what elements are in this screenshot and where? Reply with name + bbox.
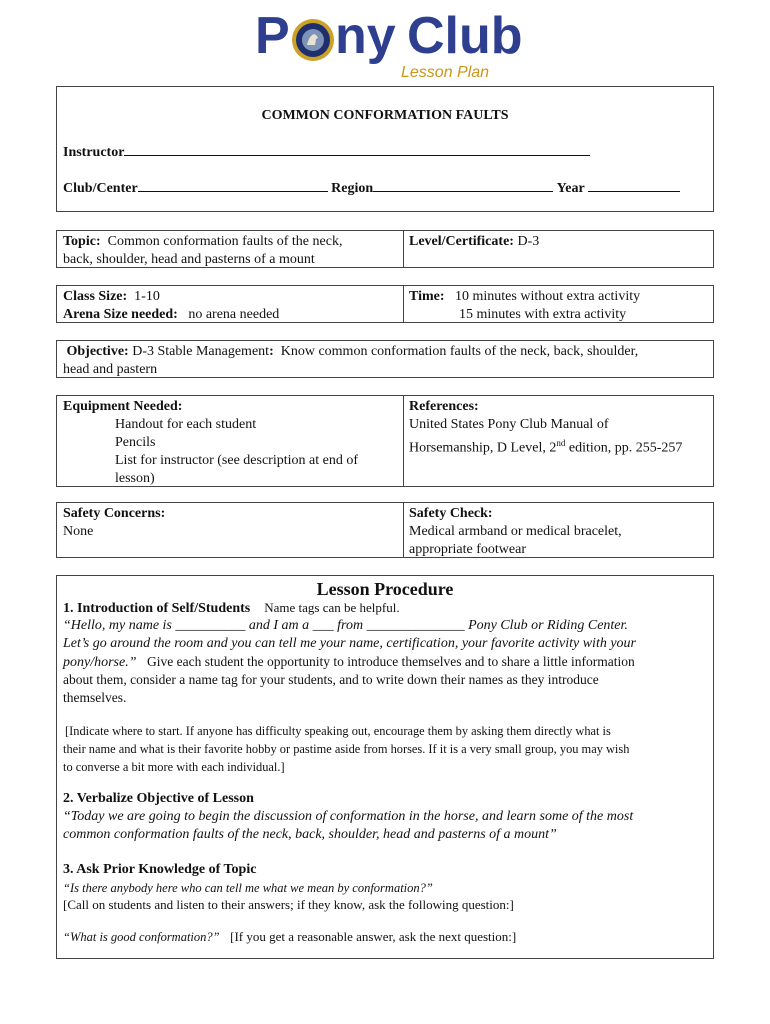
club-label: Club/Center <box>63 181 138 196</box>
s1-line-4: about them, consider a name tag for your students, and to write down their names as they introduce <box>63 672 599 687</box>
logo-ny: ny <box>335 7 396 65</box>
s1-quote-3: pony/horse.” <box>63 655 137 670</box>
logo-p: P <box>255 7 290 65</box>
equipment-item: Pencils <box>115 435 156 450</box>
s3-line-3 <box>63 928 516 947</box>
s1-quote-1: “Hello, my name is __________ and I am a ___ from ______________ Pony Club or Riding Center. <box>63 618 628 633</box>
safety-concerns-value: None <box>63 524 94 539</box>
references-sup: nd <box>556 438 566 448</box>
level-label: Level/Certificate: <box>409 234 514 249</box>
instructor-label: Instructor <box>63 145 125 160</box>
time-cell <box>409 288 640 306</box>
safety-concerns-label: Safety Concerns: <box>63 506 166 521</box>
instructor-line <box>63 142 590 162</box>
references-line2b: edition, pp. 255-257 <box>565 440 683 456</box>
s3-quote-1: “Is there anybody here who can tell me what we mean by conformation?” <box>63 881 433 895</box>
s1-bracket-1: [Indicate where to start. If anyone has difficulty speaking out, encourage them by asking them directly what is <box>65 724 611 738</box>
equipment-label: Equipment Needed: <box>63 399 183 414</box>
equipment-row <box>56 395 714 487</box>
topic-row <box>56 230 714 268</box>
region-label: Region <box>331 181 374 196</box>
pony-club-seal-icon <box>291 18 335 62</box>
references-line1: United States Pony Club Manual of <box>409 417 609 432</box>
objective-row <box>56 340 714 378</box>
s1-quote-2: Let’s go around the room and you can tell me your name, certification, your favorite activity with your <box>63 636 637 651</box>
equipment-item: Handout for each student <box>115 417 257 432</box>
procedure-box <box>56 575 714 959</box>
s3-quote-3: “What is good conformation?” <box>63 930 220 944</box>
objective-part1: D-3 Stable Management <box>132 344 270 359</box>
arena-value: no arena needed <box>188 307 280 322</box>
region-field[interactable] <box>373 178 553 192</box>
safety-check-cell <box>409 505 622 559</box>
equipment-item: List for instructor (see description at end of <box>115 453 358 468</box>
s2-heading: 2. Verbalize Objective of Lesson <box>63 791 254 806</box>
safety-check-line1: Medical armband or medical bracelet, <box>409 524 622 539</box>
topic-cell <box>63 233 342 269</box>
year-field[interactable] <box>588 178 680 192</box>
s1-note: Name tags can be helpful. <box>264 600 400 615</box>
class-time-row <box>56 285 714 323</box>
references-label: References: <box>409 399 479 414</box>
logo-subtitle: Lesson Plan <box>401 64 490 81</box>
s1-line-3 <box>63 653 635 672</box>
logo-club: Club <box>407 7 523 65</box>
time-line2: 15 minutes with extra activity <box>459 307 627 322</box>
topic-label: Topic: <box>63 234 101 249</box>
page-title: COMMON CONFORMATION FAULTS <box>261 108 509 123</box>
s3-line-2: [Call on students and listen to their answers; if they know, ask the following question:] <box>63 897 514 912</box>
safety-check-label: Safety Check: <box>409 506 493 521</box>
class-size-value: 1-10 <box>134 289 160 304</box>
club-line <box>63 178 680 198</box>
time-label: Time: <box>409 289 445 304</box>
equipment-item: lesson) <box>115 471 155 486</box>
objective-label: Objective: <box>66 344 129 359</box>
s1-heading: 1. Introduction of Self/Students <box>63 601 251 616</box>
objective-cell <box>63 343 638 379</box>
level-value: D-3 <box>517 234 540 249</box>
s1-line-5: themselves. <box>63 690 127 705</box>
s2-quote-1: “Today we are going to begin the discussion of conformation in the horse, and learn some of the most <box>63 809 634 824</box>
objective-colon: : <box>269 344 274 359</box>
objective-part2: Know common conformation faults of the neck, back, shoulder, <box>280 344 639 359</box>
club-field[interactable] <box>138 178 328 192</box>
s1-bracket-3: to converse a bit more with each individual.] <box>63 760 285 774</box>
header-box <box>56 86 714 212</box>
safety-check-line2: appropriate footwear <box>409 542 526 557</box>
time-line1: 10 minutes without extra activity <box>455 289 641 304</box>
class-size-cell <box>63 288 279 324</box>
references-cell <box>409 398 682 458</box>
s2-quote-2: common conformation faults of the neck, back, shoulder, head and pasterns of a mount” <box>63 827 557 842</box>
procedure-title: Lesson Procedure <box>316 579 454 599</box>
s1-bracket-2: their name and what is their favorite hobby or pastime aside from horses. If it is a very small group, you may wish <box>63 742 630 756</box>
s1-heading-line <box>63 599 400 618</box>
arena-label: Arena Size needed: <box>63 307 178 322</box>
s3-text-3: [If you get a reasonable answer, ask the next question:] <box>230 929 517 944</box>
topic-line2: back, shoulder, head and pasterns of a mount <box>63 252 315 267</box>
class-size-label: Class Size: <box>63 289 128 304</box>
s3-heading: 3. Ask Prior Knowledge of Topic <box>63 862 257 877</box>
instructor-field[interactable] <box>124 142 590 156</box>
safety-row <box>56 502 714 558</box>
topic-line1: Common conformation faults of the neck, <box>107 234 343 249</box>
s1-text-3: Give each student the opportunity to introduce themselves and to share a little information <box>147 654 635 669</box>
objective-line2: head and pastern <box>63 362 158 377</box>
pony-club-logo <box>255 6 535 86</box>
level-cell <box>409 233 539 251</box>
safety-concerns-cell <box>63 505 165 541</box>
references-line2a: Horsemanship, D Level, 2 <box>409 440 557 456</box>
year-label: Year <box>556 181 585 196</box>
